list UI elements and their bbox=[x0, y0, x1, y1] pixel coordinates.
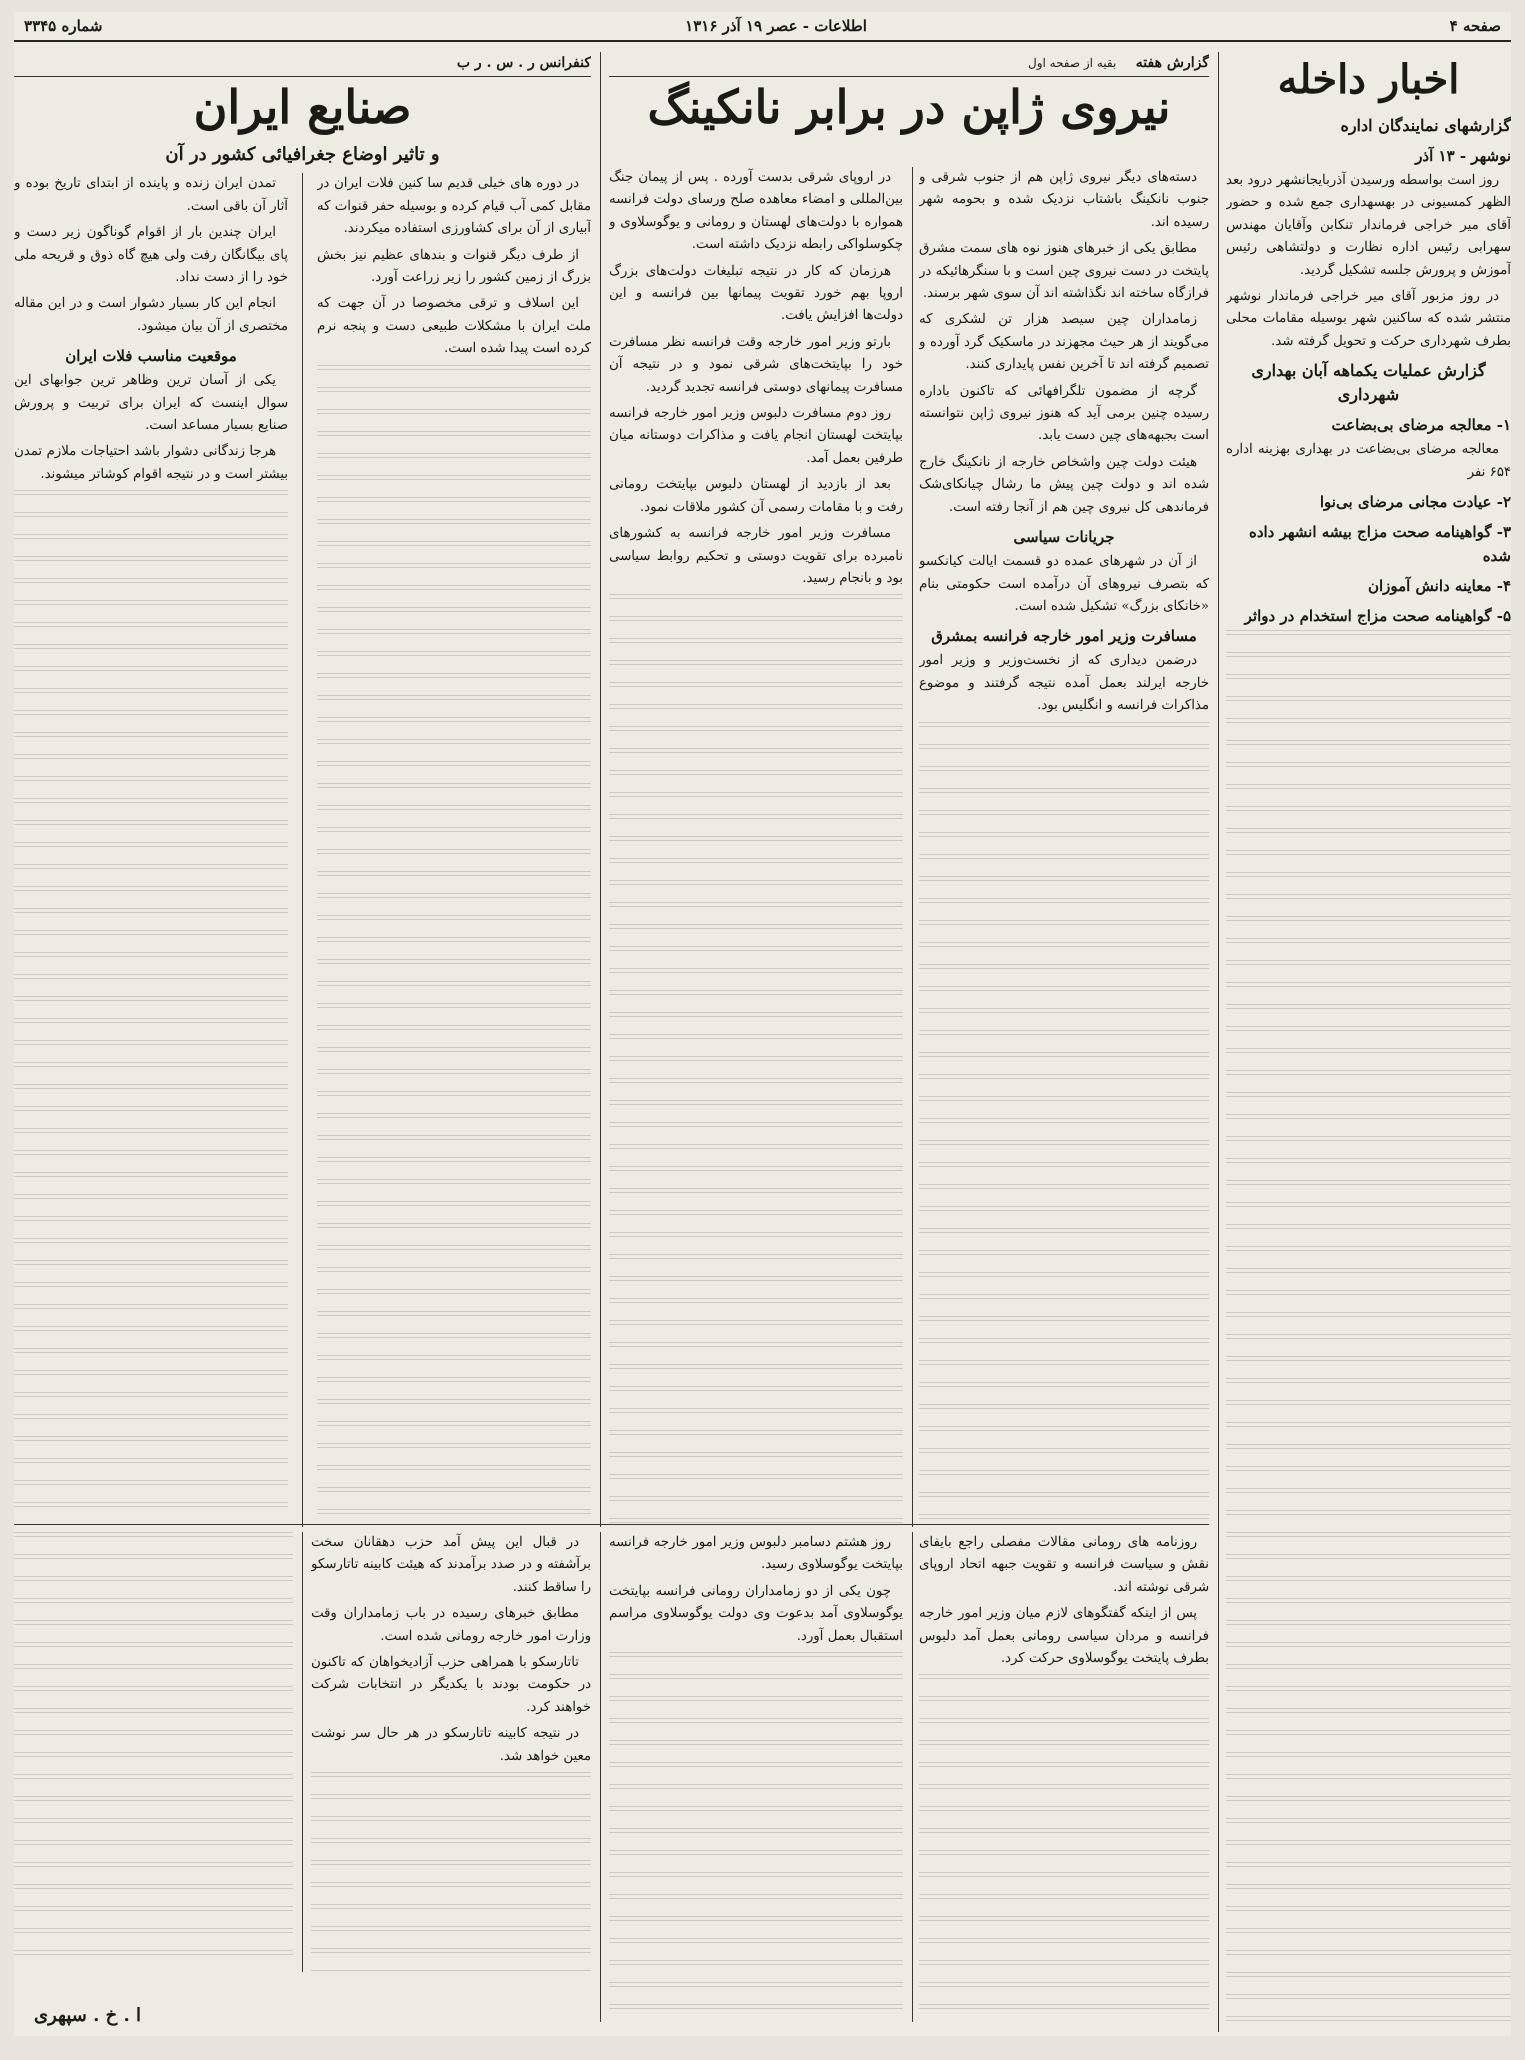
paragraph: مطابق یکی از خبرهای هنوز نوه های سمت مشرق پایتخت در دست نیروی چین است و با سنگرهائیکه در فرازگاه ساخته اند نگذاشته اند آن سوی شهر برسند. bbox=[919, 241, 1209, 302]
paragraph: در اروپای شرقی بدست آورده . پس از پیمان جنگ بین‌المللی و امضاء معاهده صلح ورسای دولت فرانسه همواره با دولت‌های لهستان و رومانی و یوگوسلاوی و چکوسلواکی رابطه نزدیک داشته است. bbox=[609, 170, 903, 253]
list-heading: ۴- معاینه دانش آموزان bbox=[1367, 577, 1511, 596]
paragraph: تمدن ایران زنده و پاینده از ابتدای تاریخ بوده و آثار آن باقی است. bbox=[14, 176, 288, 214]
text-filler bbox=[919, 722, 1209, 1527]
horizontal-rule bbox=[14, 1524, 1209, 1525]
list-heading: ۵- گواهینامه صحت مزاج استخدام در دواثر bbox=[1244, 607, 1511, 626]
text-filler bbox=[14, 490, 288, 1527]
paragraph: در روز مزبور آقای میر خراجی فرماندار نوشهر منتشر شده که ساکنین شهر بوسیله مقامات محلی بطرف شهرداری حرکت و تحویل گرفته شد. bbox=[1226, 289, 1511, 349]
paragraph: روز است بواسطه ورسیدن آذربایجانشهر درود بعد الظهر کمسیونی در بهسهداری جمع شده و حضور آقای میر خراجی فرماندار تنکابن وآقایان مهندس سهرابی رئیس اداره نظارت و دولتشاهی رئیس آموزش و پرورش جلسه تشکیل گردید. bbox=[1226, 173, 1511, 278]
left-kicker: کنفرانس ر . س . ر ب bbox=[14, 52, 591, 77]
paragraph: بعد از بازدید از لهستان دلبوس بپایتخت رومانی رفت و با مقامات رسمی آن کشور ملاقات نمود. bbox=[609, 477, 903, 515]
paragraph: دسته‌های دیگر نیروی ژاپن هم از جنوب شرقی و جنوب نانکینگ باشتاب نزدیک شده و بحومه شهر رسیده اند. bbox=[919, 170, 1209, 230]
center-left-body bbox=[609, 167, 903, 1527]
paragraph: روز هشتم دسامبر دلبوس وزیر امور خارجه فرانسه بپایتخت یوگوسلاوی رسید. bbox=[609, 1535, 903, 1573]
column-rule bbox=[912, 1532, 913, 2022]
center-article-body bbox=[919, 167, 1209, 1527]
column-rule bbox=[912, 167, 913, 1527]
center-headline: نیروی ژاپن در برابر نانکینگ bbox=[647, 80, 1171, 135]
text-filler bbox=[317, 365, 591, 1527]
section-heading: جریانات سیاسی bbox=[1013, 528, 1115, 547]
paragraph: چون یکی از دو زمامداران رومانی فرانسه بپایتخت یوگوسلاوی آمد بدعوت وی دولت یوگوسلاوی مراسم استقبال بعمل آورد. bbox=[609, 1583, 903, 1644]
bottom-col-1 bbox=[919, 1532, 1209, 2022]
paragraph: مسافرت وزیر امور خارجه فرانسه به کشورهای نامبرده برای تقویت دوستی و تحکیم روابط سیاسی بود و بانجام رسید. bbox=[609, 526, 903, 586]
text-filler bbox=[609, 1652, 903, 2022]
paragraph: در دوره های خیلی قدیم سا کنین فلات ایران در مقابل کمی آب قیام کرده و بوسیله حفر قنوات که آبیاری از آن برای کشاورزی استفاده میکردند. bbox=[317, 176, 591, 237]
left-headline: صنایع ایران bbox=[193, 80, 412, 135]
column-rule bbox=[302, 173, 303, 1527]
list-heading: ۲- عیادت مجانی مرضای بی‌نوا bbox=[1319, 493, 1511, 512]
right-column bbox=[1226, 52, 1511, 2032]
column-rule bbox=[302, 1532, 303, 1972]
paragraph: درضمن دیداری که از نخست‌وزیر و وزیر امور خارجه ایرلند بعمل آمده نتیجه گرفتند و موضوع مذاکرات فرانسه و انگلیس بود. bbox=[919, 653, 1209, 714]
paragraph: این اسلاف و ترقی مخصوصا در آن جهت که ملت ایران با مشکلات طبیعی دست و پنجه نرم کرده است پیدا شده است. bbox=[317, 296, 591, 357]
paragraph: از طرف دیگر قنوات و بندهای عظیم نیز بخش بزرگ از زمین کشور را زیر زراعت آورد. bbox=[317, 247, 591, 286]
text-filler bbox=[609, 594, 903, 1527]
right-column-dateline: نوشهر - ۱۳ آذر bbox=[1415, 147, 1511, 165]
paragraph: مطابق خبرهای رسیده در باب زمامداران وقت وزارت امور خارجه رومانی شده است. bbox=[311, 1606, 591, 1644]
newspaper-page bbox=[14, 12, 1511, 2036]
text-filler bbox=[311, 1772, 591, 1972]
right-column-title: اخبار داخله bbox=[1277, 56, 1460, 103]
list-heading: ۱- معالجه مرضای بی‌بضاعت bbox=[1331, 416, 1511, 435]
paragraph: زمامداران چین سیصد هزار تن لشکری که می‌گویند از هر حیث مجهزند در ماسکیک گرد آورده و تصمیم گرفته اند تا آخرین نفس پایداری کنند. bbox=[919, 312, 1209, 373]
section-heading: گزارش عملیات یکماهه آبان بهداری شهرداری bbox=[1251, 361, 1486, 405]
paragraph: تاتارسکو با همراهی حزب آزادیخواهان که تاکنون در حکومت بودند با یکدیگر در انتخابات شرکت خواهند کرد. bbox=[311, 1655, 591, 1715]
paragraph: معالجه مرضای بی‌بضاعت در بهداری بهزینه اداره ۶۵۴ نفر bbox=[1226, 442, 1511, 480]
paragraph: پس از اینکه گفتگوهای لازم میان وزیر امور خارجه فرانسه و مردان سیاسی رومانی بعمل آمد دلبوس بطرف پایتخت یوگوسلاوی حرکت کرد. bbox=[919, 1606, 1209, 1667]
section-heading: موقعیت مناسب فلات ایران bbox=[65, 347, 237, 366]
section-heading: مسافرت وزیر امور خارجه فرانسه بمشرق bbox=[931, 627, 1197, 646]
center-article bbox=[609, 52, 1209, 162]
paragraph: در نتیجه کابینه تاتارسکو در هر حال سر نوشت معین خواهد شد. bbox=[311, 1726, 591, 1764]
paragraph: از آن در شهرهای عمده دو قسمت ایالت کیانکسو که بتصرف نیروهای آن درآمده است حکومتی بنام «خانکای بزرگ» تشکیل شده است. bbox=[919, 554, 1209, 614]
paragraph: گرچه از مضمون تلگرافهائی که تاکنون باداره رسیده چنین برمی آید که هنوز نیروی ژاپن نتوانسته است بجبهه‌های چین دست یابد. bbox=[919, 383, 1209, 444]
left-article-col-right bbox=[317, 173, 591, 1527]
column-rule bbox=[600, 52, 601, 1527]
list-heading: ۳- گواهینامه صحت مزاج بیشه انشهر داده شده bbox=[1248, 523, 1511, 566]
center-kicker: گزارش هفته بقیه از صفحه اول bbox=[609, 52, 1209, 77]
bottom-col-3 bbox=[311, 1532, 591, 1972]
paragraph: ایران چندین بار از اقوام گوناگون زیر دست و پای بیگانگان رفت ولی هیچ گاه ذوق و قریحه ملی خود را از دست نداد. bbox=[14, 225, 288, 286]
paragraph: هرجا زندگانی دشوار باشد احتیاجات ملازم تمدن بیشتر است و در نتیجه اقوام کوشا‌تر میشوند. bbox=[14, 444, 288, 482]
paragraph: روزنامه های رومانی مقالات مفصلی راجع بایفای نقش و سیاست فرانسه و تقویت جبهه اتحاد اروپای شرقی نوشته اند. bbox=[919, 1535, 1209, 1595]
issue-number: شماره ۳۳۴۵ bbox=[24, 17, 103, 35]
bottom-col-2 bbox=[609, 1532, 903, 2022]
column-rule bbox=[1218, 52, 1219, 2032]
column-rule bbox=[600, 1532, 601, 2022]
masthead bbox=[14, 12, 1511, 42]
author-signature: ا . خ . سپهری bbox=[34, 2005, 142, 2026]
text-filler bbox=[919, 1674, 1209, 2022]
paragraph: در قبال این پیش آمد حزب دهقانان سخت برآشفته و در صدد برآمدند که هیئت کابینه تاتارسکو را ساقط کنند. bbox=[311, 1535, 591, 1595]
left-article-col-left bbox=[14, 173, 288, 1527]
paper-dateline: اطلاعات - عصر ۱۹ آذر ۱۳۱۶ bbox=[685, 17, 867, 35]
text-filler bbox=[14, 1532, 293, 1972]
right-column-subtitle: گزارشهای نمایندگان اداره bbox=[1340, 116, 1511, 135]
text-filler bbox=[1226, 630, 1511, 2032]
left-article bbox=[14, 52, 591, 1527]
paragraph: انجام این کار بسیار دشوار است و در این مقاله مختصری از آن بیان میشود. bbox=[14, 296, 288, 334]
paragraph: هرزمان که کار در نتیجه تبلیغات دولت‌های بزرگ اروپا بهم خورد تقویت پیمانها بین فرانسه و این دولت‌ها افزایش یافت. bbox=[609, 263, 903, 324]
bottom-col-4 bbox=[14, 1532, 293, 1972]
paragraph: بارتو وزیر امور خارجه وقت فرانسه نظر مسافرت خود را بپایتخت‌های شرقی نمود و در نتیجه آن مسافرت پیمانهای دوستی فرانسه تجدید گردید. bbox=[609, 334, 903, 395]
left-subheadline: و تاثیر اوضاع جغرافیائی کشور در آن bbox=[165, 144, 440, 166]
paragraph: هیئت دولت چین واشخاص خارجه از نانکینگ خارج شده اند و دولت چین پیش ما رشال چیانکای‌شک فرماندهی کل نیروی چین هم از آنجا رفته است. bbox=[919, 454, 1209, 515]
paragraph: روز دوم مسافرت دلبوس وزیر امور خارجه فرانسه بپایتخت لهستان انجام یافت و مذاکرات دوستانه میان طرفین بعمل آمد. bbox=[609, 406, 903, 466]
paragraph: یکی از آسان ترین وظاهر ترین جوابهای این سوال اینست که ایران برای تربیت و پرورش صنایع بسیار مساعد است. bbox=[14, 373, 288, 434]
page-label: صفحه ۴ bbox=[1449, 17, 1501, 35]
